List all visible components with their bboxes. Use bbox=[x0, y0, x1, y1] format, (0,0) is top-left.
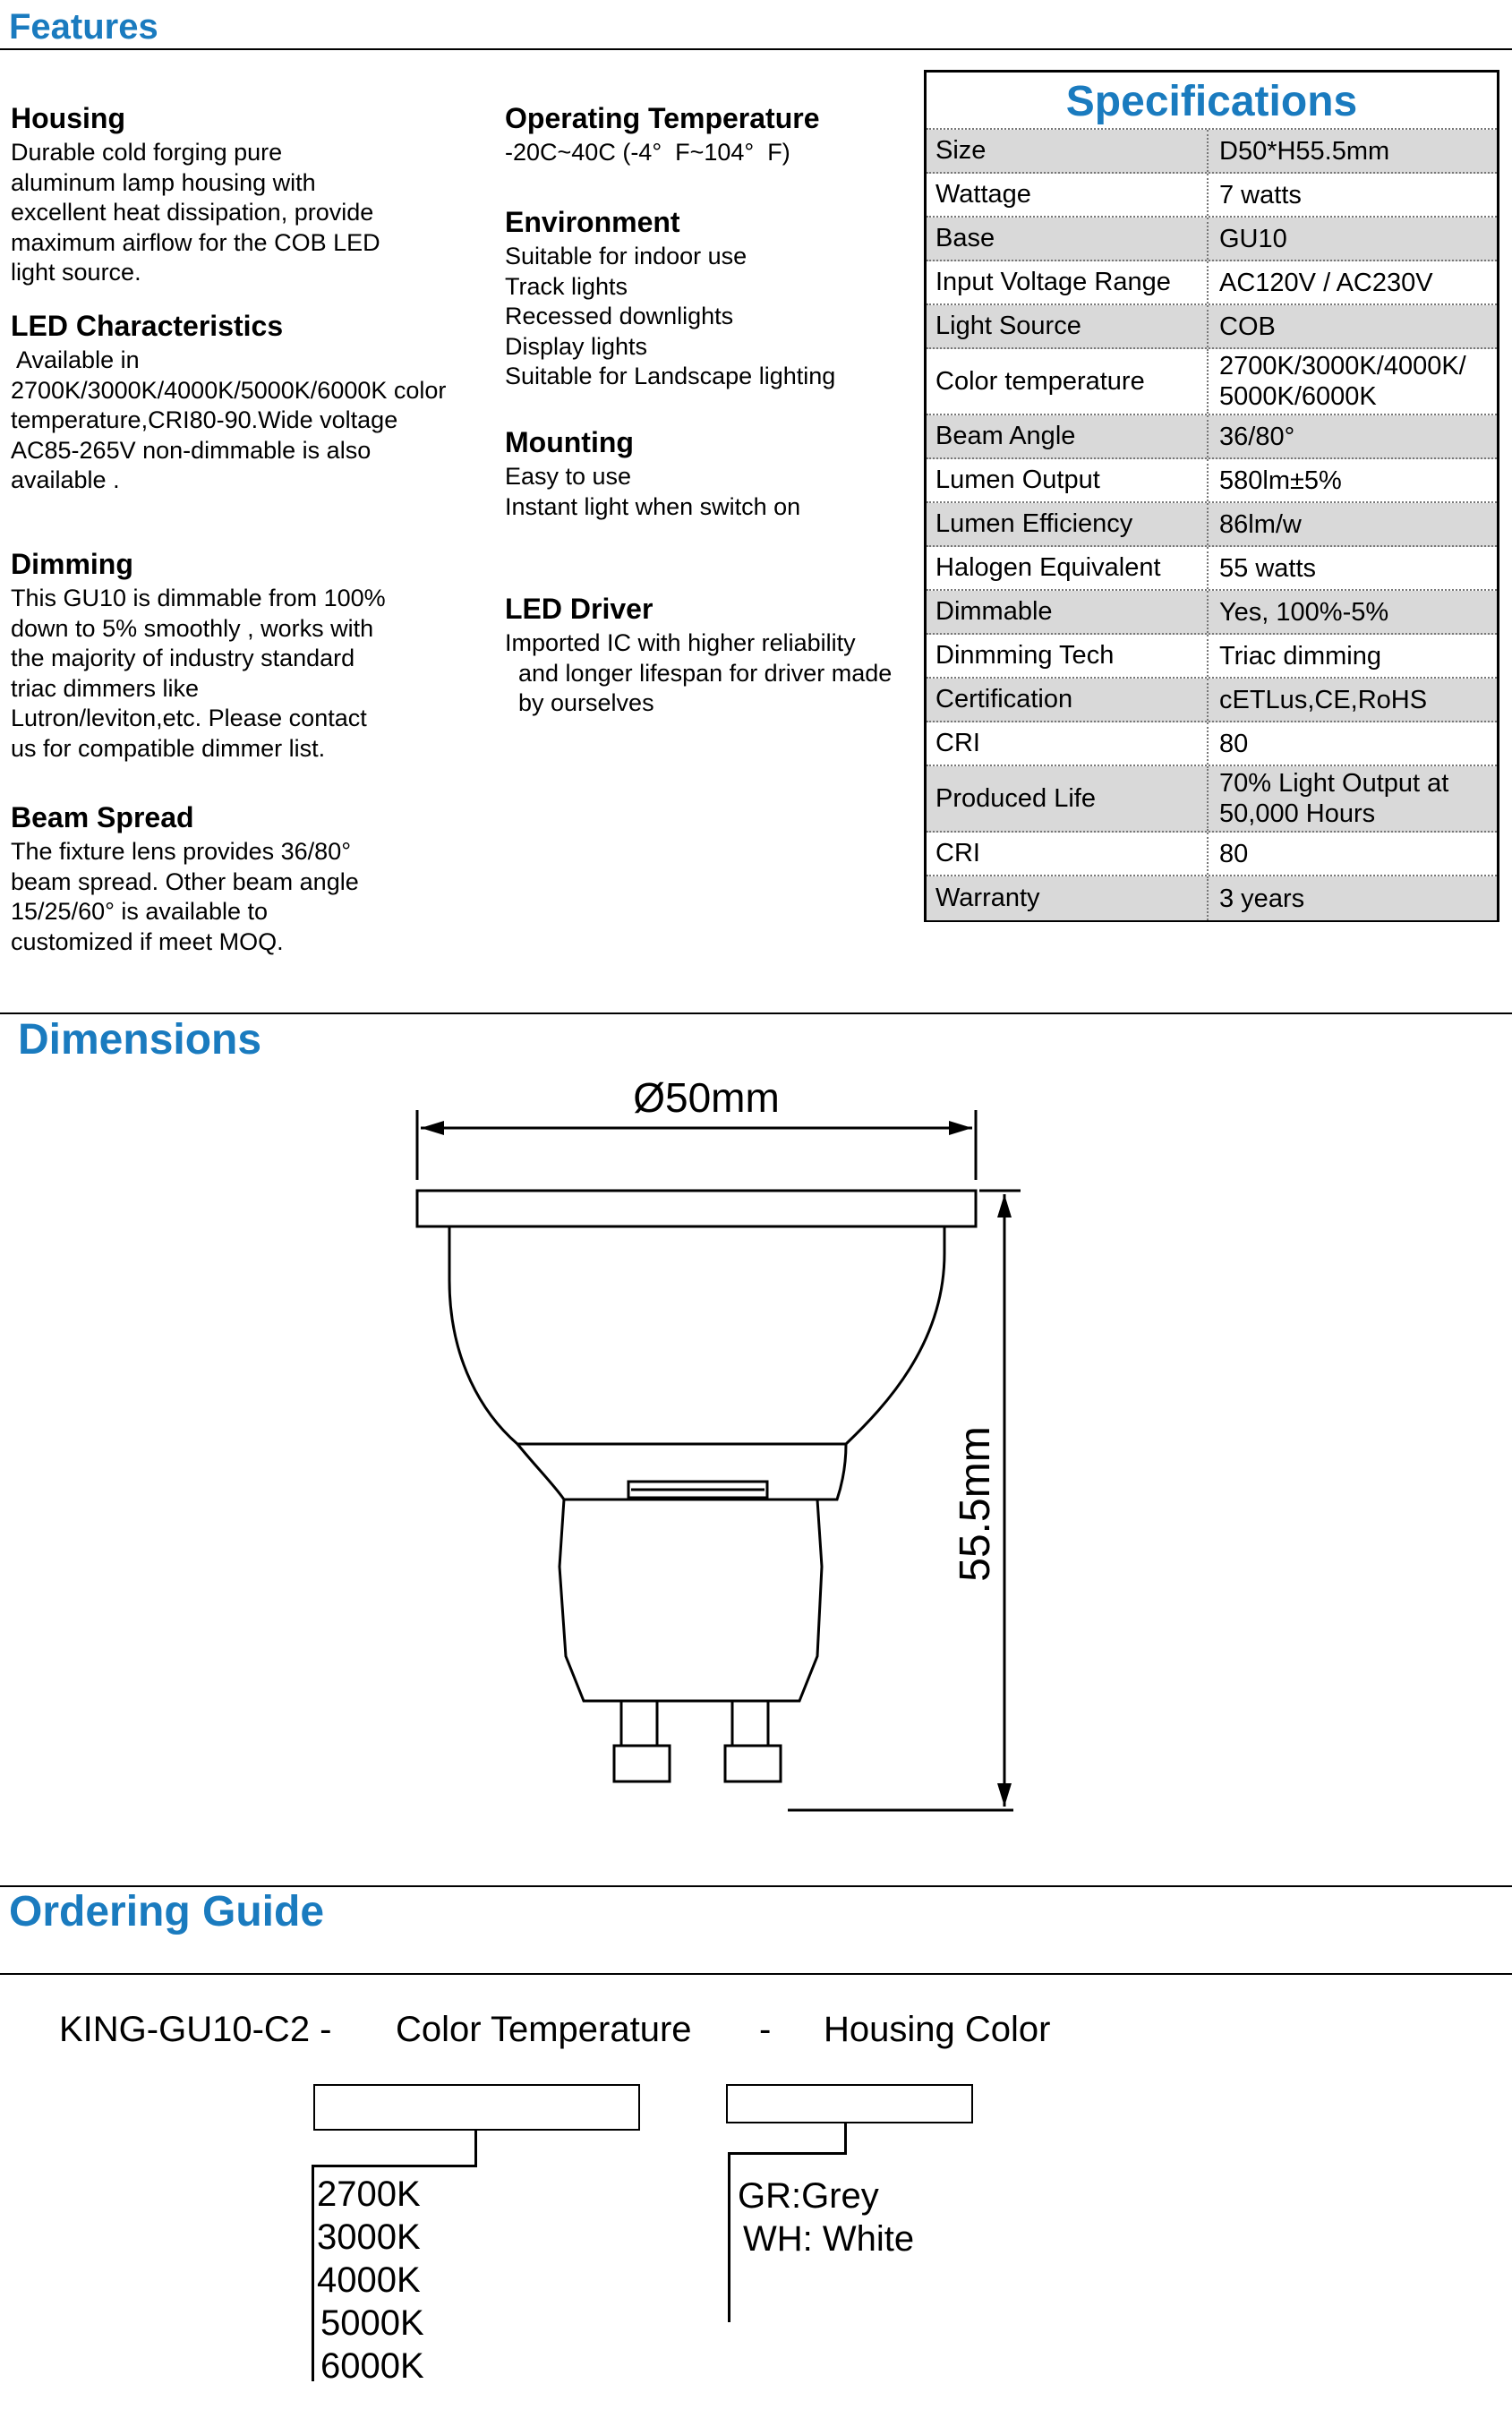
housing-color-option: WH: White bbox=[743, 2219, 915, 2259]
spec-value: D50*H55.5mm bbox=[1219, 136, 1390, 166]
spec-value: 7 watts bbox=[1219, 180, 1302, 209]
feature-line: Track lights bbox=[505, 272, 628, 300]
bulb-reflector bbox=[449, 1226, 944, 1444]
dimensions-title: Dimensions bbox=[18, 1016, 262, 1064]
feature-line: excellent heat dissipation, provide bbox=[11, 199, 374, 226]
feature-line: Easy to use bbox=[505, 463, 632, 490]
feature-line: 15/25/60° is available to bbox=[11, 898, 268, 925]
spec-value: GU10 bbox=[1219, 224, 1287, 253]
ordering-rule-bottom bbox=[0, 1973, 1512, 1975]
feature-line: The fixture lens provides 36/80° bbox=[11, 838, 352, 865]
color-temp-option: 2700K bbox=[317, 2174, 421, 2214]
spec-value: cETLus,CE,RoHS bbox=[1219, 685, 1428, 714]
bulb-neck bbox=[517, 1444, 846, 1499]
spec-key: Light Source bbox=[927, 305, 1209, 347]
spec-key: Warranty bbox=[927, 876, 1209, 920]
feature-line: Recessed downlights bbox=[505, 303, 734, 329]
housing-bracket-top bbox=[728, 2152, 847, 2155]
pin-right-foot bbox=[725, 1746, 781, 1781]
feature-line: aluminum lamp housing with bbox=[11, 168, 316, 196]
spec-key: Color temperature bbox=[927, 349, 1209, 414]
housing-color-option: GR:Grey bbox=[738, 2176, 879, 2216]
dim-diameter-label: Ø50mm bbox=[633, 1074, 780, 1121]
spec-value: 580lm±5% bbox=[1219, 466, 1342, 495]
color-temp-bracket-drop bbox=[474, 2131, 477, 2166]
feature-line: 2700K/3000K/4000K/5000K/6000K color bbox=[11, 376, 447, 404]
pin-left-foot bbox=[614, 1746, 670, 1781]
spec-value: Yes, 100%-5% bbox=[1219, 597, 1389, 627]
feature-line: down to 5% smoothly , works with bbox=[11, 614, 374, 642]
spec-value: 80 bbox=[1219, 729, 1249, 758]
color-temp-bracket-side bbox=[312, 2165, 314, 2381]
feature-line: Suitable for indoor use bbox=[505, 243, 747, 269]
pin-right-stem bbox=[732, 1701, 768, 1746]
features-title: Features bbox=[9, 7, 158, 47]
feature-line: us for compatible dimmer list. bbox=[11, 734, 326, 762]
feature-heading: LED Driver bbox=[505, 593, 653, 625]
spec-key: CRI bbox=[927, 722, 1209, 765]
ordering-housing-label: Housing Color bbox=[824, 2010, 1051, 2049]
spec-value: 80 bbox=[1219, 839, 1249, 868]
feature-line: Imported IC with higher reliability bbox=[505, 629, 856, 656]
feature-heading: Dimming bbox=[11, 548, 133, 580]
feature-line: Suitable for Landscape lighting bbox=[505, 363, 836, 389]
feature-line: AC85-265V non-dimmable is also bbox=[11, 436, 372, 464]
feature-line: and longer lifespan for driver made bbox=[505, 659, 893, 687]
color-temp-box bbox=[313, 2084, 640, 2131]
spec-key: Produced Life bbox=[927, 766, 1209, 831]
feature-line: triac dimmers like bbox=[11, 674, 200, 702]
color-temp-option: 4000K bbox=[317, 2260, 421, 2300]
feature-line: Available in bbox=[11, 346, 140, 373]
feature-heading: Environment bbox=[505, 206, 680, 238]
color-temp-option: 6000K bbox=[320, 2346, 424, 2386]
feature-line: Display lights bbox=[505, 332, 648, 360]
spec-key: Size bbox=[927, 130, 1209, 172]
spec-value: 36/80° bbox=[1219, 422, 1295, 451]
spec-key: Dinmming Tech bbox=[927, 635, 1209, 677]
bulb-base bbox=[560, 1499, 822, 1701]
ordering-dash: - bbox=[759, 2010, 772, 2049]
housing-color-box bbox=[726, 2084, 973, 2123]
spec-key: Wattage bbox=[927, 174, 1209, 216]
pin-left-stem bbox=[621, 1701, 657, 1746]
spec-value: Triac dimming bbox=[1219, 641, 1382, 671]
dim-height-label: 55.5mm bbox=[952, 1426, 999, 1582]
spec-key: Input Voltage Range bbox=[927, 261, 1209, 303]
spec-key: Dimmable bbox=[927, 591, 1209, 633]
feature-line: -20C~40C (-4° F~104° F) bbox=[505, 139, 790, 166]
spec-key: Certification bbox=[927, 679, 1209, 721]
ordering-model: KING-GU10-C2 - bbox=[59, 2010, 332, 2049]
feature-line: by ourselves bbox=[505, 689, 654, 716]
housing-bracket-drop bbox=[844, 2123, 847, 2154]
spec-value: 2700K/3000K/4000K/ 5000K/6000K bbox=[1219, 352, 1466, 411]
ordering-title: Ordering Guide bbox=[9, 1888, 325, 1935]
feature-line: Instant light when switch on bbox=[505, 492, 801, 520]
spec-key: CRI bbox=[927, 833, 1209, 875]
feature-line: customized if meet MOQ. bbox=[11, 927, 284, 955]
feature-line: light source. bbox=[11, 259, 141, 286]
feature-heading: Operating Temperature bbox=[505, 102, 820, 134]
color-temp-option: 5000K bbox=[320, 2303, 424, 2343]
color-temp-option: 3000K bbox=[317, 2217, 421, 2257]
spec-value: 3 years bbox=[1219, 884, 1305, 913]
housing-color-options bbox=[738, 2174, 914, 2260]
bulb-rim bbox=[417, 1191, 976, 1226]
feature-line: Durable cold forging pure bbox=[11, 139, 283, 166]
feature-heading: Mounting bbox=[505, 426, 634, 458]
feature-line: available . bbox=[11, 466, 120, 493]
spec-key: Halogen Equivalent bbox=[927, 547, 1209, 589]
color-temp-bracket-top bbox=[312, 2165, 477, 2167]
feature-heading: LED Characteristics bbox=[11, 310, 284, 342]
feature-line: the majority of industry standard bbox=[11, 645, 355, 671]
color-temp-options bbox=[317, 2173, 424, 2388]
feature-line: This GU10 is dimmable from 100% bbox=[11, 585, 386, 611]
spec-value: 86lm/w bbox=[1219, 509, 1302, 539]
spec-key: Base bbox=[927, 218, 1209, 260]
spec-key: Lumen Efficiency bbox=[927, 503, 1209, 545]
spec-value: 55 watts bbox=[1219, 553, 1316, 583]
spec-value: 70% Light Output at 50,000 Hours bbox=[1219, 769, 1449, 828]
feature-line: Lutron/leviton,etc. Please contact bbox=[11, 705, 367, 731]
spec-value: COB bbox=[1219, 312, 1276, 341]
ordering-color-temp-label: Color Temperature bbox=[396, 2010, 692, 2049]
feature-line: maximum airflow for the COB LED bbox=[11, 228, 380, 256]
feature-heading: Beam Spread bbox=[11, 801, 194, 833]
feature-line: temperature,CRI80-90.Wide voltage bbox=[11, 406, 398, 433]
feature-heading: Housing bbox=[11, 102, 125, 134]
spec-key: Beam Angle bbox=[927, 415, 1209, 457]
spec-value: AC120V / AC230V bbox=[1219, 268, 1433, 297]
spec-key: Lumen Output bbox=[927, 459, 1209, 501]
housing-bracket-side bbox=[728, 2152, 730, 2322]
feature-line: beam spread. Other beam angle bbox=[11, 867, 359, 895]
specifications-title: Specifications bbox=[927, 73, 1497, 130]
